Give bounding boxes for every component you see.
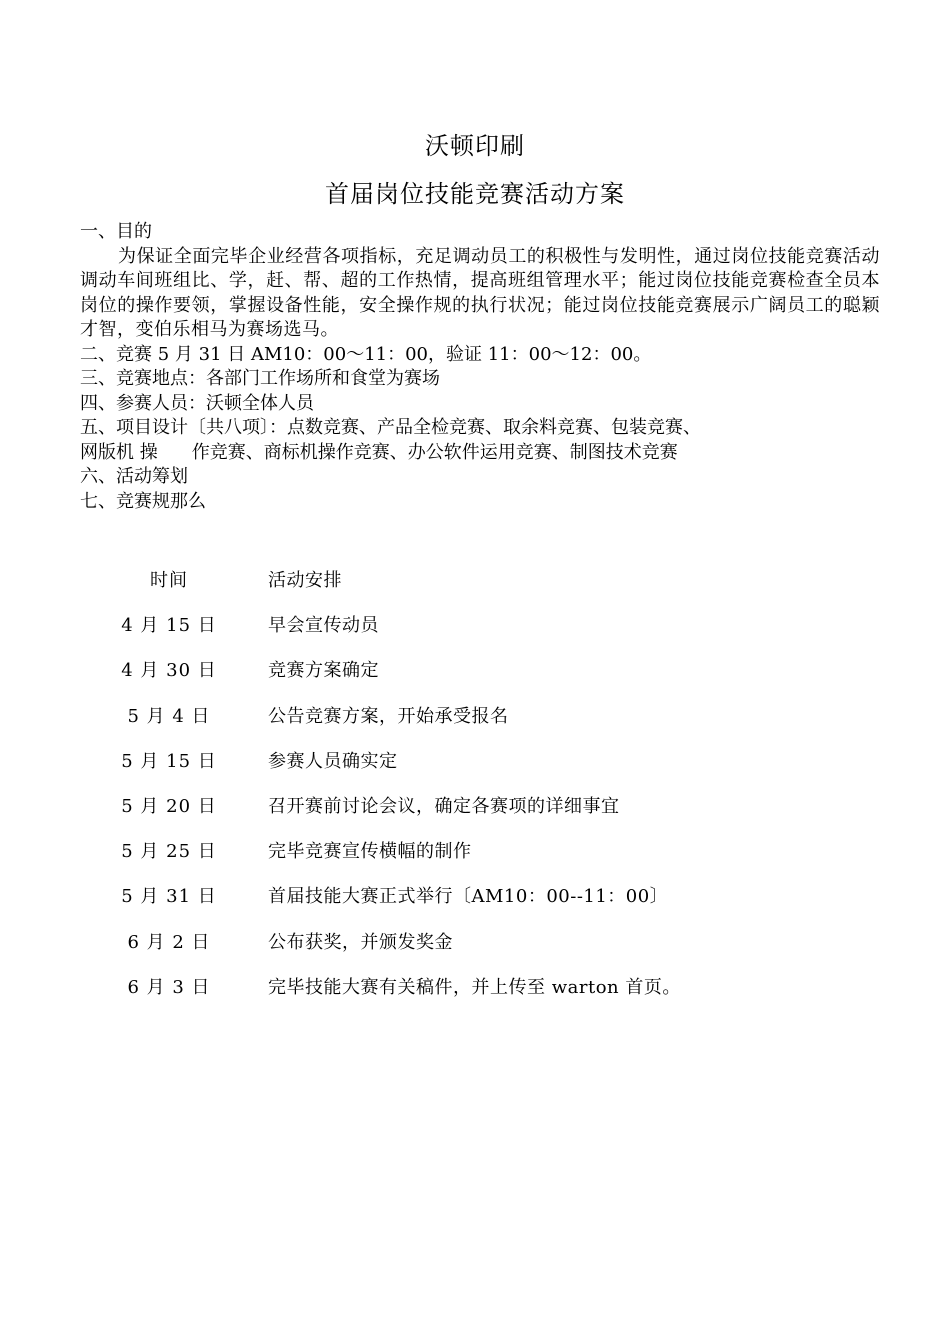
schedule-date: 5 月 15 日 [121,750,217,772]
schedule-date: 5 月 25 日 [121,841,217,863]
schedule-header-date: 时间 [150,570,188,591]
schedule-header-row [0,566,950,611]
schedule-date: 5 月 20 日 [121,795,217,817]
schedule-activity: 完毕竞赛宣传横幅的制作 [268,841,472,863]
document-body [80,220,880,514]
section-purpose-heading: 一、目的 [80,221,152,242]
schedule-row [0,702,950,747]
schedule-row [0,837,950,882]
schedule-row [0,882,950,927]
section-competition-venue: 三、竞赛地点：各部门工作场所和食堂为赛场 [80,368,440,389]
schedule-activity: 参赛人员确实定 [268,750,398,772]
schedule-activity: 竞赛方案确定 [268,660,379,682]
schedule-activity: 首届技能大赛正式举行〔AM10：00--11：00〕 [268,886,669,908]
schedule-table [0,566,950,1018]
document-title: 首届岗位技能竞赛活动方案 [325,180,625,208]
schedule-date: 4 月 30 日 [121,660,217,682]
schedule-activity: 召开赛前讨论会议，确定各赛项的详细事宜 [268,795,620,817]
schedule-date: 5 月 31 日 [121,886,217,908]
schedule-date: 6 月 2 日 [127,931,211,953]
project-design-line2-part2: 作竞赛、商标机操作竞赛、办公软件运用竞赛、制图技术竞赛 [191,441,678,463]
schedule-row [0,973,950,1018]
schedule-date: 4 月 15 日 [121,615,217,637]
section-purpose-paragraph: 为保证全面完毕企业经营各项指标，充足调动员工的积极性与发明性，通过岗位技能竞赛活动调动车间班组比、学，赶、帮、超的工作热情，提高班组管理水平；能过岗位技能竞赛检查全员本岗位的操作要领，掌握设备性能，安全操作规的执行状况；能过岗位技能竞赛展示广阔员工的聪颖才智，变伯乐相马为赛场选马。 [80,245,880,340]
project-design-line2-part1: 网版机 操 [80,441,158,463]
section-competition-rules: 七、竞赛规那么 [80,490,206,512]
schedule-row [0,747,950,792]
section-project-design-line2 [80,441,880,466]
schedule-date: 6 月 3 日 [127,976,211,998]
schedule-row [0,611,950,656]
section-project-design-line1: 五、项目设计〔共八项〕：点数竞赛、产品全检竞赛、取余料竞赛、包装竞赛、 [80,417,701,438]
schedule-header-activity: 活动安排 [268,570,342,591]
section-participants: 四、参赛人员：沃顿全体人员 [80,392,314,414]
section-competition-time: 二、竞赛 5 月 31 日 AM10：00～11：00，验证 11：00～12：00。 [80,343,652,365]
schedule-activity: 完毕技能大赛有关稿件，并上传至 warton 首页。 [268,976,681,998]
schedule-row [0,656,950,701]
company-title: 沃顿印刷 [425,132,525,160]
schedule-activity: 公布获奖，并颁发奖金 [268,931,453,953]
schedule-activity: 早会宣传动员 [268,615,379,637]
schedule-row [0,928,950,973]
schedule-activity: 公告竞赛方案，开始承受报名 [268,705,509,727]
section-activity-planning: 六、活动筹划 [80,466,188,487]
schedule-row [0,792,950,837]
schedule-date: 5 月 4 日 [127,705,211,727]
